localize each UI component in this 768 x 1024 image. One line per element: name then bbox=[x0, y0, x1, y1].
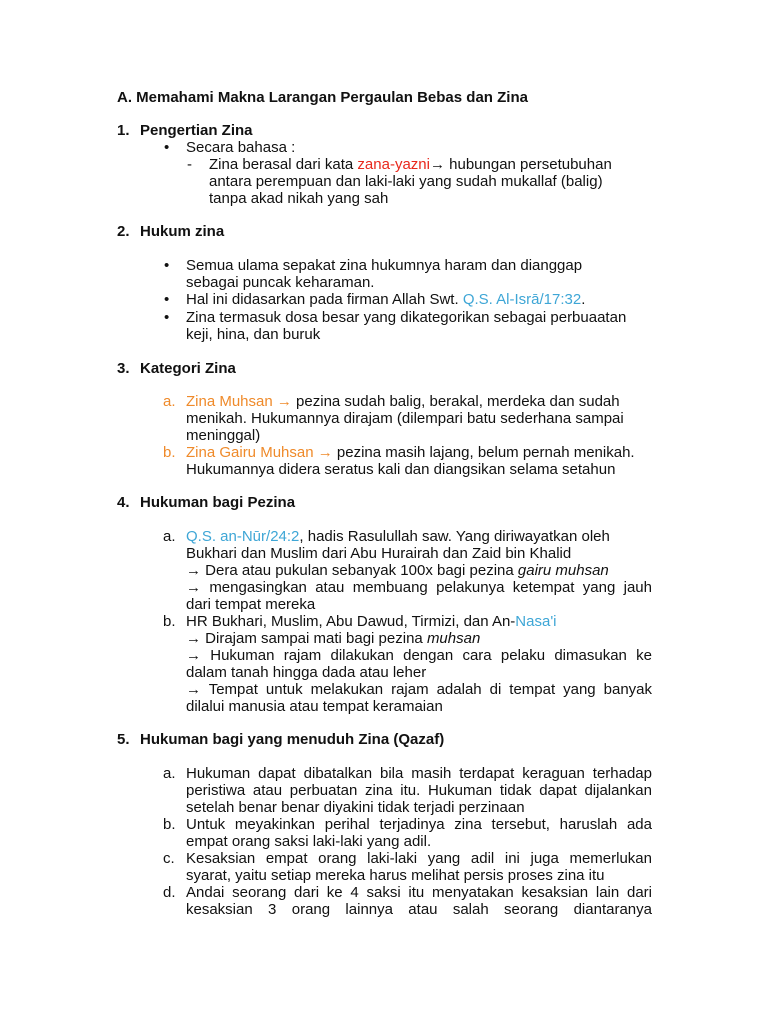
s3-number: 3. bbox=[117, 360, 130, 377]
s4-a-line5: dari tempat mereka bbox=[186, 596, 316, 613]
s3-a-line2: menikah. Hukumannya dirajam (dilempari batu sederhana sampai bbox=[186, 410, 624, 427]
bullet: • bbox=[164, 139, 170, 156]
list-marker: a. bbox=[163, 393, 176, 410]
term-zina-gairu-muhsan: Zina Gairu Muhsan → bbox=[186, 444, 333, 461]
s2-b1-line1: Semua ulama sepakat zina hukumnya haram dan dianggap bbox=[186, 257, 583, 274]
s1-heading: Pengertian Zina bbox=[140, 122, 253, 139]
s1-line1: Zina berasal dari kata zana-yazni→ hubungan persetubuhan bbox=[209, 156, 612, 173]
s4-b-line6: dilalui manusia atau tempat keramaian bbox=[186, 698, 443, 715]
s5-heading: Hukuman bagi yang menuduh Zina (Qazaf) bbox=[140, 731, 445, 748]
section-title: A. Memahami Makna Larangan Pergaulan Bebas dan Zina bbox=[117, 89, 528, 106]
s5-d-line2: kesaksian 3 orang lainnya atau salah seorang diantaranya bbox=[186, 901, 652, 918]
s4-heading: Hukuman bagi Pezina bbox=[140, 494, 296, 511]
s2-b3-line2: keji, hina, dan buruk bbox=[186, 326, 321, 343]
s5-b-line2: empat orang saksi laki-laki yang adil. bbox=[186, 833, 432, 850]
list-marker: b. bbox=[163, 444, 176, 461]
s2-heading: Hukum zina bbox=[140, 223, 225, 240]
s5-number: 5. bbox=[117, 731, 130, 748]
s2-b1-line2: sebagai puncak keharaman. bbox=[186, 274, 375, 291]
s2-number: 2. bbox=[117, 223, 130, 240]
s5-d-line1: Andai seorang dari ke 4 saksi itu menyatakan kesaksian lain dari bbox=[186, 884, 652, 901]
quran-reference: Q.S. Al-Isrā/17:32 bbox=[462, 291, 582, 308]
s4-number: 4. bbox=[117, 494, 130, 511]
list-marker: d. bbox=[163, 884, 176, 901]
s4-b-line3: → Hukuman rajam dilakukan dengan cara pelaku dimasukan ke bbox=[186, 647, 652, 664]
quran-reference: Q.S. an-Nūr/24:2 bbox=[186, 528, 300, 545]
s5-c-line2: syarat, yaitu setiap mereka harus melihat persis proses zina itu bbox=[186, 867, 605, 884]
s3-b-line2: Hukumannya didera seratus kali dan diangsikan selama setahun bbox=[186, 461, 616, 478]
s3-a-line1: Zina Muhsan → pezina sudah balig, berakal, merdeka dan sudah bbox=[186, 393, 620, 410]
s3-heading: Kategori Zina bbox=[140, 360, 236, 377]
s4-a-line2: Bukhari dan Muslim dari Abu Hurairah dan Zaid bin Khalid bbox=[186, 545, 572, 562]
s4-a-line4: → mengasingkan atau membuang pelakunya ketempat yang jauh bbox=[186, 579, 652, 596]
s4-b-line4: dalam tanah hingga dada atau leher bbox=[186, 664, 427, 681]
list-marker: a. bbox=[163, 528, 176, 545]
s5-a-line1: Hukuman dapat dibatalkan bila masih terdapat keraguan terhadap bbox=[186, 765, 652, 782]
s1-number: 1. bbox=[117, 122, 130, 139]
s1-line2: antara perempuan dan laki-laki yang sudah mukallaf (balig) bbox=[209, 173, 603, 190]
dash: - bbox=[187, 156, 192, 173]
list-marker: b. bbox=[163, 613, 176, 630]
s4-b-line5: → Tempat untuk melakukan rajam adalah di tempat yang banyak bbox=[186, 681, 652, 698]
s4-a-line1: Q.S. an-Nūr/24:2, hadis Rasulullah saw. Yang diriwayatkan oleh bbox=[186, 528, 610, 545]
list-marker: b. bbox=[163, 816, 176, 833]
bullet: • bbox=[164, 309, 170, 326]
list-marker: c. bbox=[163, 850, 175, 867]
s4-a-line3: → Dera atau pukulan sebanyak 100x bagi pezina gairu muhsan bbox=[186, 562, 609, 579]
s1-sub: Secara bahasa : bbox=[186, 139, 296, 156]
s2-b2: Hal ini didasarkan pada firman Allah Swt. Q.S. Al-Isrā/17:32. bbox=[186, 291, 586, 308]
s3-b-line1: Zina Gairu Muhsan → pezina masih lajang, belum pernah menikah. bbox=[186, 444, 635, 461]
s4-b-line1: HR Bukhari, Muslim, Abu Dawud, Tirmizi, dan An-Nasa'i bbox=[186, 613, 557, 630]
s3-a-line3: meninggal) bbox=[186, 427, 261, 444]
s4-b-line2: → Dirajam sampai mati bagi pezina muhsan bbox=[186, 630, 481, 647]
s5-b-line1: Untuk meyakinkan perihal terjadinya zina tersebut, haruslah ada bbox=[186, 816, 652, 833]
s5-a-line2: peristiwa atau perbuatan zina itu. Hukuman tidak dapat dijalankan bbox=[186, 782, 652, 799]
term-zana-yazni: zana-yazni bbox=[357, 156, 430, 173]
list-marker: a. bbox=[163, 765, 176, 782]
s2-b3-line1: Zina termasuk dosa besar yang dikategorikan sebagai perbuaatan bbox=[186, 309, 627, 326]
bullet: • bbox=[164, 291, 170, 308]
s5-c-line1: Kesaksian empat orang laki-laki yang adil ini juga memerlukan bbox=[186, 850, 652, 867]
s5-a-line3: setelah benar benar diyakini tidak terjadi perzinaan bbox=[186, 799, 525, 816]
term-zina-muhsan: Zina Muhsan → bbox=[186, 393, 292, 410]
bullet: • bbox=[164, 257, 170, 274]
s1-line3: tanpa akad nikah yang sah bbox=[209, 190, 389, 207]
